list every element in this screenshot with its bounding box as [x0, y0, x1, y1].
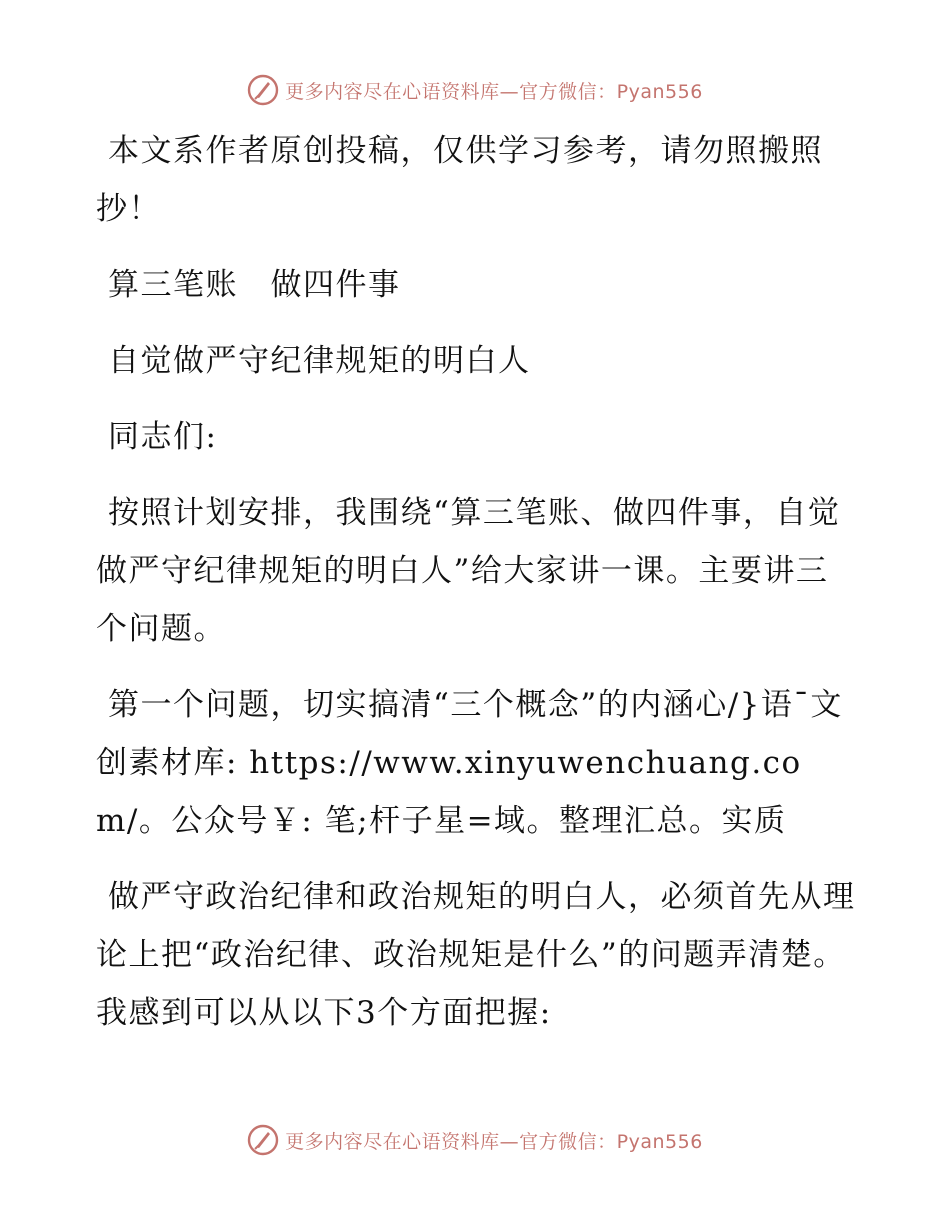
document-title: 算三笔账 做四件事	[108, 267, 401, 303]
disclaimer-paragraph: 本文系作者原创投稿，仅供学习参考，请勿照搬照抄！	[96, 133, 823, 227]
footer-watermark	[0, 1120, 950, 1160]
quill-logo-icon	[247, 1124, 279, 1156]
header-watermark	[0, 70, 950, 110]
intro-paragraph: 按照计划安排，我围绕“算三笔账、做四件事，自觉做严守纪律规矩的明白人”给大家讲一课。主要讲三个问题。	[96, 495, 841, 647]
document-body	[96, 122, 856, 1042]
watermark-text: 更多内容尽在心语资料库—官方微信：Pyan556	[285, 1130, 703, 1153]
watermark-text: 更多内容尽在心语资料库—官方微信：Pyan556	[285, 80, 703, 103]
salutation: 同志们:	[108, 419, 218, 455]
body-paragraph: 做严守政治纪律和政治规矩的明白人，必须首先从理论上把“政治纪律、政治规矩是什么”的问题弄清楚。我感到可以从以下3个方面把握:	[96, 879, 856, 1031]
quill-logo-icon	[247, 74, 279, 106]
section-one-heading: 第一个问题，切实搞清“三个概念”的内涵心/}语¯文创素材库: https://www.xinyuwenchuang.com/。公众号￥: 笔;杆子星=域。整理汇总。实质	[96, 687, 843, 839]
document-subtitle: 自觉做严守纪律规矩的明白人	[108, 343, 531, 379]
